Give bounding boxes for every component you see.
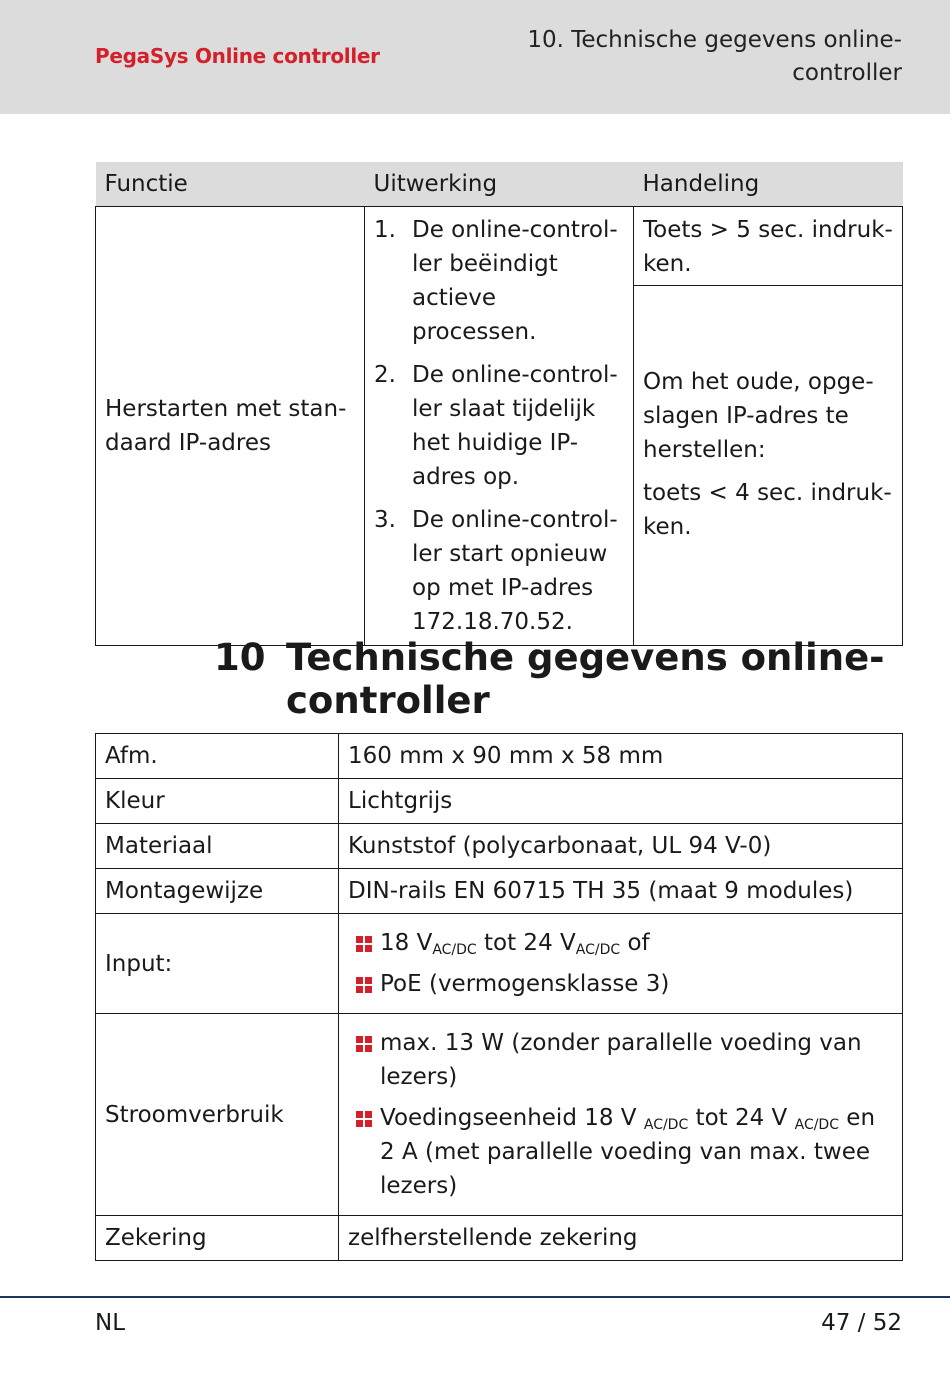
spec-value: Kunststof (polycarbonaat, UL 94 V-0) [339, 824, 903, 869]
footer-divider [0, 1296, 950, 1298]
functie-cell [96, 207, 365, 646]
table-row [96, 779, 903, 824]
handeling-bottom-1: Om het oude, opgeslagen IP-adres te herstellen: [643, 369, 874, 463]
table-row [96, 869, 903, 914]
text-fragment: tot 24 V [476, 930, 576, 956]
col-functie: Functie [96, 162, 365, 207]
step-text: De online-controller beëindigt actieve processen. [412, 217, 618, 345]
spec-label: Stroomverbruik [96, 1014, 339, 1216]
handeling-cell [634, 207, 903, 646]
list-item [374, 503, 624, 639]
step-text: De online-controller slaat tijdelijk het huidige IP-adres op. [412, 362, 618, 490]
subscript: AC/DC [432, 942, 477, 958]
list-item [348, 967, 893, 1001]
list-item [374, 358, 624, 494]
spec-label: Materiaal [96, 824, 339, 869]
text-fragment: Voedingseenheid 18 V [380, 1105, 644, 1131]
spec-label: Afm. [96, 734, 339, 779]
spec-value: zelfherstellende zekering [339, 1216, 903, 1261]
section-number: 10 [214, 636, 266, 679]
bullet-icon [348, 926, 380, 960]
text-fragment: of [620, 930, 650, 956]
spec-value [339, 1014, 903, 1216]
function-table-header [96, 162, 903, 207]
steps-list [374, 213, 624, 639]
list-item [348, 1101, 893, 1203]
handeling-bottom-2: toets < 4 sec. indrukken. [643, 480, 892, 540]
spec-label: Input: [96, 914, 339, 1014]
subscript: AC/DC [794, 1117, 839, 1133]
spec-value: 160 mm x 90 mm x 58 mm [339, 734, 903, 779]
subscript: AC/DC [575, 942, 621, 958]
spec-label: Zekering [96, 1216, 339, 1261]
language-label: NL [95, 1310, 126, 1336]
step-text: De online-controller start opnieuw op met IP-adres 172.18.70.52. [412, 507, 618, 635]
chapter-title [502, 24, 902, 90]
handeling-bottom [634, 286, 902, 559]
uitwerking-cell [365, 207, 634, 646]
step-number: 1. [374, 217, 396, 243]
table-row [96, 734, 903, 779]
table-row [96, 914, 903, 1014]
step-number: 3. [374, 507, 396, 533]
handeling-top: Toets > 5 sec. indrukken. [634, 207, 902, 286]
bullet-text: max. 13 W (zonder parallelle voeding van lezers) [380, 1030, 862, 1090]
text-fragment: en 2 A (met parallelle voeding van max. twee lezers) [380, 1105, 876, 1199]
bullet-icon [348, 1026, 380, 1094]
table-row [96, 824, 903, 869]
spec-label: Kleur [96, 779, 339, 824]
bullet-text: PoE (vermogensklasse 3) [380, 971, 670, 997]
col-handeling: Handeling [634, 162, 903, 207]
spec-value: Lichtgrijs [339, 779, 903, 824]
spec-label: Montagewijze [96, 869, 339, 914]
list-item [374, 213, 624, 349]
chapter-title-line2: controller [792, 60, 902, 86]
table-row [96, 1216, 903, 1261]
bullet-icon [348, 1101, 380, 1203]
list-item [348, 1026, 893, 1094]
table-row [96, 1014, 903, 1216]
functie-line1: Herstarten met stan- [105, 396, 347, 422]
chapter-title-line1: 10. Technische gegevens online- [527, 27, 902, 53]
brand-title: PegaSys Online controller [95, 44, 380, 68]
col-uitwerking: Uitwerking [365, 162, 634, 207]
bullet-text [380, 1101, 893, 1203]
functie-line2: daard IP-adres [105, 430, 271, 456]
section-title: Technische gegevens online-controller [286, 636, 885, 722]
subscript: AC/DC [643, 1117, 689, 1133]
step-number: 2. [374, 362, 396, 388]
text-fragment: tot 24 V [688, 1105, 795, 1131]
page-number: 47 / 52 [821, 1310, 902, 1336]
specs-table [95, 733, 903, 1261]
table-row [96, 207, 903, 646]
function-table [95, 162, 903, 646]
spec-value [339, 914, 903, 1014]
page-header [0, 0, 950, 114]
spec-value: DIN-rails EN 60715 TH 35 (maat 9 modules) [339, 869, 903, 914]
bullet-text [380, 926, 650, 960]
list-item [348, 926, 893, 960]
text-fragment: 18 V [380, 930, 433, 956]
bullet-icon [348, 967, 380, 1001]
